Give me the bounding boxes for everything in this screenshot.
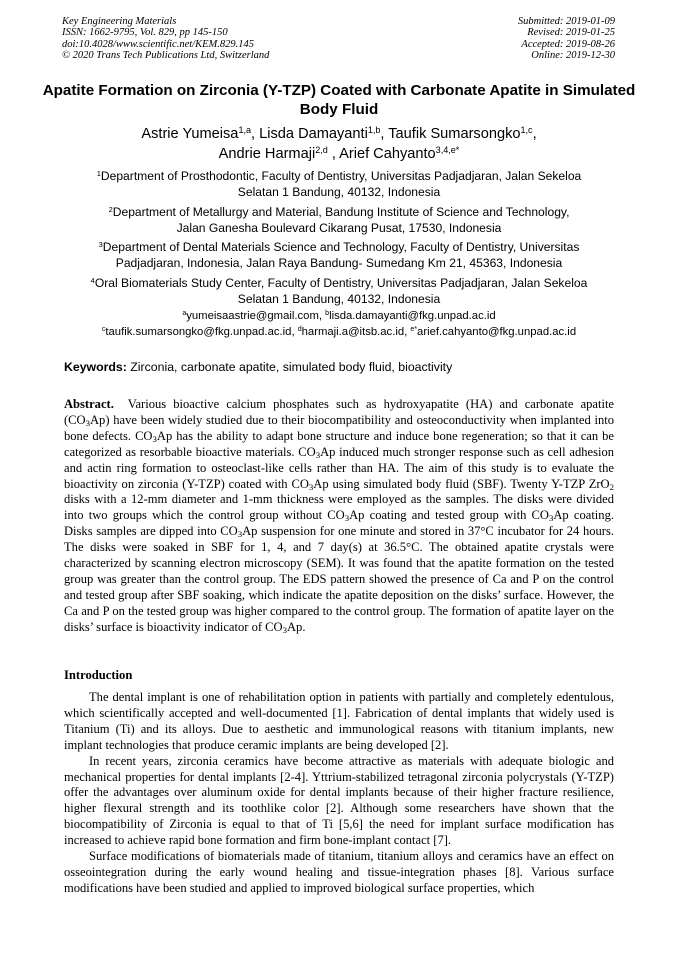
accepted-date: Accepted: 2019-08-26 [521, 38, 615, 50]
journal-name: Key Engineering Materials [62, 16, 177, 27]
author-separator: , [380, 126, 389, 142]
subscript: 3 [152, 434, 157, 444]
subscript: 3 [315, 449, 321, 460]
email-marker: a [182, 310, 187, 318]
author-affiliation-marker: 2,d [315, 145, 328, 156]
email-marker: b [325, 310, 330, 318]
subscript: 3 [548, 513, 554, 524]
author-affiliation-marker: 1,b [367, 125, 381, 136]
affiliation [40, 204, 638, 236]
affiliation-line: Oral Biomaterials Study Center, Faculty of Dentistry, Universitas Padjadjaran, Jalan Sekeloa [94, 276, 588, 290]
abstract-text: Ap. [286, 619, 306, 634]
abstract-text: Ap coating and tested group with CO [349, 508, 549, 523]
affiliation [40, 239, 638, 271]
email-marker: c [101, 325, 106, 333]
abstract-text: Ap suspension for one minute and stored in 37°C incubator for 24 hours. The disks were soaked in SBF for 1, 4, and 7 day(s) at 36.5°C. The obtained apatite crystals were characterized by scanning electron microscopy (SEM). It was found that the apatite formation on the tested group was greater than the control group. The EDS pattern showed the presence of Ca and P on the control and tested group after SBF soaking, which indicate the apatite deposition on the disks’ surface. However, the Ca and P on the tested group was higher compared to the control group. The formation of apatite layer on the disks’ surface is bioactivity indicator of CO [64, 524, 614, 634]
author-name: Astrie Yumeisa [141, 126, 239, 142]
abstract-text: Ap induced much stronger response such as cell adhesion and actin ring formation to osteoclast-like cells rather than HA. The aim of this study is to evaluate the bioactivity on zirconia (Y-TZP) coated with CO [64, 444, 614, 491]
online-date: Online: 2019-12-30 [531, 50, 615, 62]
introduction-heading: Introduction [64, 668, 133, 682]
abstract-text: Ap) have been widely studied due to their biocompatibility and osteoconductivity when implanted into bone defects. CO [64, 412, 614, 443]
affiliation-line: Selatan 1 Bandung, 40132, Indonesia [237, 292, 441, 306]
author-name: Taufik Sumarsongko [388, 126, 521, 142]
affiliation-line: Jalan Ganesha Boulevard Cikarang Pusat, 17530, Indonesia [176, 221, 502, 235]
abstract-text: Ap using simulated body fluid (SBF). Twenty Y-TZP ZrO [313, 476, 610, 491]
affiliation-number: 2 [108, 204, 113, 214]
author-name: Lisda Damayanti [259, 126, 368, 142]
doi-line: doi:10.4028/www.scientific.net/KEM.829.145 [62, 38, 254, 50]
email-separator: , [404, 325, 411, 338]
affiliation-line: Padjadjaran, Indonesia, Jalan Raya Bandung- Sumedang Km 21, 45363, Indonesia [115, 256, 563, 270]
abstract-label: Abstract. [64, 397, 114, 411]
author-affiliation-marker: 3,4,e* [435, 145, 460, 156]
abstract-text: Ap coating. Disks samples are dipped into CO [64, 508, 614, 539]
email-marker: e* [410, 325, 418, 333]
subscript: 3 [237, 529, 243, 540]
author-name: Andrie Harmaji [218, 146, 316, 162]
paper-title: Apatite Formation on Zirconia (Y-TZP) Coated with Carbonate Apatite in Simulated Body Fluid [42, 82, 636, 118]
author-email[interactable]: lisda.damayanti@fkg.unpad.ac.id [329, 310, 496, 322]
author-email[interactable]: harmaji.a@itsb.ac.id [301, 325, 405, 338]
author-name: Arief Cahyanto [339, 146, 436, 162]
affiliation-line: Selatan 1 Bandung, 40132, Indonesia [237, 185, 441, 199]
author-emails [40, 309, 638, 340]
subscript: 3 [282, 624, 287, 635]
revised-date: Revised: 2019-01-25 [527, 27, 615, 39]
submitted-date: Submitted: 2019-01-09 [517, 16, 615, 27]
email-separator: , [291, 325, 298, 338]
author-affiliation-marker: 1,c [520, 125, 533, 136]
affiliation-number: 1 [96, 168, 101, 178]
affiliation [40, 275, 638, 307]
affiliation [40, 168, 638, 200]
abstract-text: Ap has the ability to adapt bone structure and induce bone regeneration; so that it can be categorized as resorbable bioactive materials. CO [64, 428, 614, 459]
author-affiliation-marker: 1,a [238, 125, 252, 136]
abstract-text: disks with a 12-mm diameter and 1-mm thickness were employed as the samples. The disks were divided into two groups which the control group without CO [64, 492, 614, 523]
author-separator: , [327, 146, 340, 162]
subscript: 3 [344, 513, 350, 524]
paragraph: Surface modifications of biomaterials made of titanium, titanium alloys and ceramics have an effect on osseointegration during the early wound healing and tissue-integration phases [8]. Various surface modifications have been studied and applied to improved biological surface properties, which [64, 849, 614, 895]
affiliation-number: 3 [98, 239, 103, 249]
copyright-line: © 2020 Trans Tech Publications Ltd, Switzerland [62, 50, 270, 62]
subscript: 3 [85, 418, 90, 429]
author-email[interactable]: taufik.sumarsongko@fkg.unpad.ac.id [105, 325, 292, 338]
subscript: 2 [609, 481, 614, 492]
subscript: 3 [308, 481, 314, 492]
affiliation-line: Department of Metallurgy and Material, Bandung Institute of Science and Technology, [112, 205, 570, 219]
abstract-text: Various bioactive calcium phosphates such as hydroxyapatite (HA) and carbonate apatite (CO [64, 397, 615, 427]
abstract [64, 397, 614, 636]
author-separator: , [251, 126, 260, 142]
affiliation-number: 4 [90, 275, 95, 285]
keywords-label: Keywords: [64, 360, 127, 374]
email-separator: , [318, 310, 326, 322]
author-list [40, 124, 638, 164]
journal-header-right [518, 16, 615, 62]
paragraph: The dental implant is one of rehabilitation option in patients with partially and completely edentulous, which scientifically accepted and well-documented [1]. Fabrication of dental implants that widely used is Titanium (Ti) and its alloys. Due to aesthetic and immunological reasons with titanium implants, new implant technologies that produce ceramic implants are being developed [2]. [64, 690, 614, 752]
introduction-body [64, 690, 614, 897]
email-marker: d [297, 325, 302, 333]
author-separator: , [532, 126, 537, 142]
author-email[interactable]: arief.cahyanto@fkg.unpad.ac.id [417, 325, 577, 338]
issn-line: ISSN: 1662-9795, Vol. 829, pp 145-150 [62, 27, 228, 39]
paragraph: In recent years, zirconia ceramics have become attractive as materials with adequate biologic and mechanical properties for dental implants [2-4]. Yttrium-stabilized tetragonal zirconia polycrystals (Y-TZP) offer the advantages over aluminum oxide for dental implants because of their higher fracture resilience, higher flexural strength and its toothlike color [2]. Although some researchers have shown that the biocompatibility of Zirconia is equal to that of Ti [5,6] the need for implant surface modification has increased to achieve rapid bone formation and firm bone-implant contact [7]. [64, 753, 614, 848]
affiliation-line: Department of Dental Materials Science and Technology, Faculty of Dentistry, Universitas [102, 240, 580, 254]
affiliation-line: Department of Prosthodontic, Faculty of Dentistry, Universitas Padjadjaran, Jalan Sekeloa [100, 169, 582, 183]
keywords [64, 360, 452, 375]
author-email[interactable]: yumeisaastrie@gmail.com [186, 310, 319, 322]
keywords-text: Zirconia, carbonate apatite, simulated body fluid, bioactivity [130, 360, 453, 374]
journal-header-left [62, 16, 269, 62]
